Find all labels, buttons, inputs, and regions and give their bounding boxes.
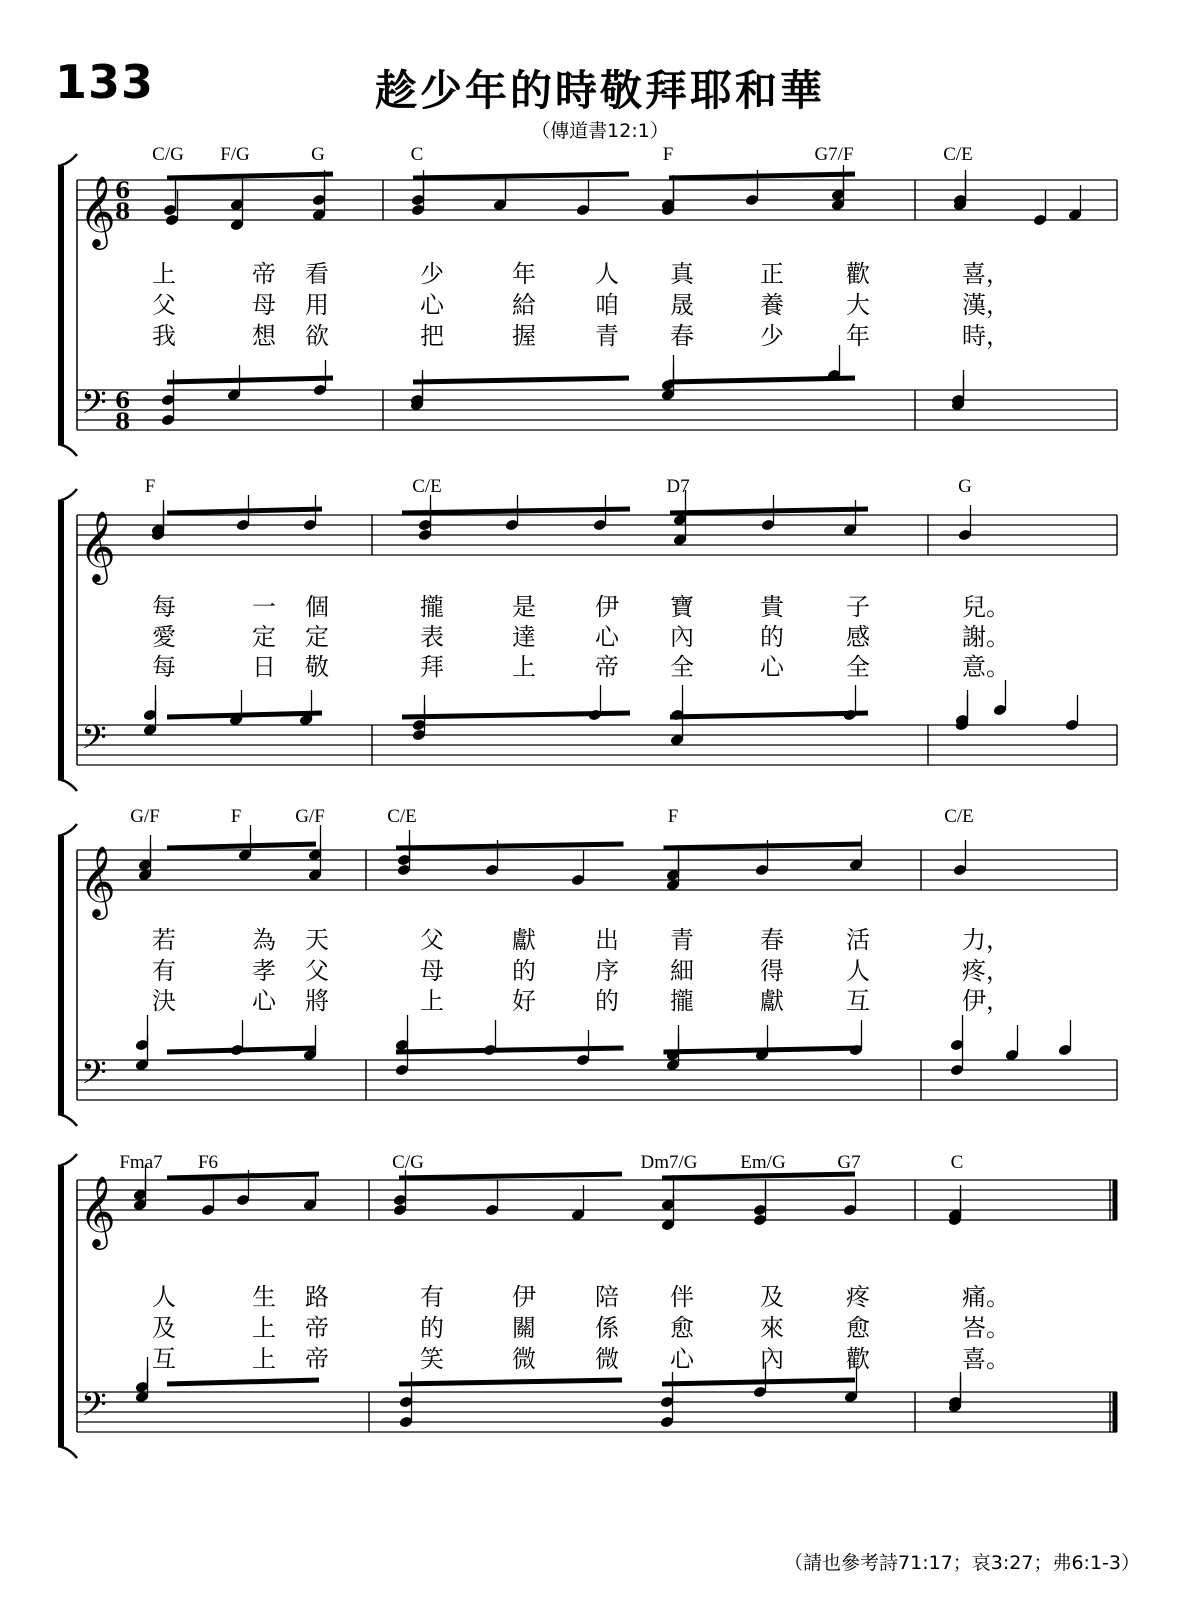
- bass-beam: [670, 713, 868, 717]
- lyric-syllable: 獻: [760, 987, 784, 1015]
- treble-beam: [167, 509, 322, 513]
- lyric-syllable: 來: [760, 1314, 784, 1342]
- treble-beam: [167, 844, 316, 848]
- lyric-syllable: 上: [252, 1314, 276, 1342]
- lyric-syllable: 上: [152, 260, 176, 288]
- lyric-syllable: 父: [152, 291, 176, 319]
- bracket-top-hook: [58, 154, 77, 166]
- bass-beam: [399, 1380, 622, 1384]
- lyric-syllable: 少: [760, 322, 784, 350]
- lyric-syllable: 的: [420, 1314, 444, 1342]
- chord-symbol: Fma7: [119, 1152, 163, 1173]
- chord-symbol: G7: [837, 1152, 861, 1173]
- lyric-syllable: 陪: [595, 1283, 619, 1311]
- scripture-reference: （傳道書12:1）: [531, 120, 669, 142]
- lyric-syllable: 兒。: [962, 593, 1010, 621]
- bracket-bottom-hook: [58, 779, 77, 791]
- bracket-bottom-hook: [58, 1114, 77, 1126]
- treble-clef-icon: 𝄞: [79, 509, 116, 582]
- lyric-syllable: 咱: [595, 291, 619, 319]
- treble-clef-icon: 𝄞: [79, 174, 116, 247]
- lyric-syllable: 及: [760, 1283, 784, 1311]
- lyric-syllable: 係: [595, 1314, 619, 1342]
- bass-clef-icon: 𝄢: [81, 384, 107, 430]
- chord-symbol: F: [667, 806, 679, 827]
- lyric-syllable: 帝: [305, 1314, 329, 1342]
- lyric-syllable: 出: [595, 926, 619, 954]
- chord-symbol: F: [662, 144, 674, 165]
- lyric-syllable: 用: [305, 291, 329, 319]
- lyric-syllable: 心: [420, 291, 444, 319]
- lyric-syllable: 日: [252, 653, 276, 681]
- lyric-syllable: 心: [760, 653, 784, 681]
- lyric-syllable: 力，: [962, 926, 1010, 954]
- treble-time-signature-top: 6: [115, 178, 131, 204]
- lyric-syllable: 把: [420, 322, 444, 350]
- lyric-syllable: 帝: [252, 260, 276, 288]
- lyric-syllable: 愈: [846, 1314, 870, 1342]
- lyric-syllable: 表: [420, 623, 444, 651]
- hymn-title: 趁少年的時敬拜耶和華: [374, 66, 825, 115]
- lyric-syllable: 攏: [670, 987, 694, 1015]
- hymn-number: 133: [55, 55, 155, 109]
- lyric-syllable: 微: [512, 1345, 536, 1373]
- lyric-syllable: 想: [252, 322, 276, 350]
- bass-time-signature-bottom: 8: [115, 409, 131, 435]
- lyric-syllable: 意。: [962, 653, 1010, 681]
- lyric-syllable: 有: [152, 957, 176, 985]
- lyric-syllable: 看: [305, 260, 329, 288]
- chord-symbol: G: [958, 476, 972, 497]
- lyric-syllable: 晟: [670, 291, 694, 319]
- bracket-top-hook: [58, 824, 77, 836]
- bracket-bottom-hook: [58, 444, 77, 456]
- lyric-syllable: 定: [305, 623, 329, 651]
- lyric-syllable: 喜，: [962, 260, 1010, 288]
- treble-beam: [402, 509, 630, 513]
- treble-beam: [670, 509, 868, 513]
- chord-symbol: C/G: [392, 1152, 424, 1173]
- chord-symbol: Em/G: [740, 1152, 786, 1173]
- bass-time-signature-top: 6: [115, 388, 131, 414]
- lyric-syllable: 內: [670, 623, 694, 651]
- lyric-syllable: 路: [305, 1283, 329, 1311]
- treble-beam: [669, 174, 855, 178]
- lyric-syllable: 心: [252, 987, 276, 1015]
- bass-clef-icon: 𝄢: [81, 1054, 107, 1100]
- lyric-syllable: 上: [252, 1345, 276, 1373]
- bass-clef-icon: 𝄢: [81, 1386, 107, 1432]
- lyric-syllable: 疼: [846, 1283, 870, 1311]
- lyric-syllable: 貴: [760, 593, 784, 621]
- bracket-top-hook: [58, 489, 77, 501]
- treble-clef-icon: 𝄞: [79, 1174, 116, 1247]
- lyric-syllable: 謝。: [962, 623, 1010, 651]
- bass-beam: [167, 1380, 319, 1384]
- lyric-syllable: 好: [512, 987, 536, 1015]
- lyric-syllable: 我: [152, 322, 176, 350]
- lyric-syllable: 握: [512, 322, 536, 350]
- lyric-syllable: 峇。: [962, 1314, 1010, 1342]
- lyric-syllable: 母: [420, 957, 444, 985]
- chord-symbol: C/E: [944, 806, 974, 827]
- lyric-syllable: 帝: [305, 1345, 329, 1373]
- lyric-syllable: 為: [252, 926, 276, 954]
- bass-beam: [167, 378, 333, 382]
- lyric-syllable: 帝: [595, 653, 619, 681]
- lyric-syllable: 伊: [595, 593, 619, 621]
- treble-beam: [662, 1174, 855, 1178]
- lyric-syllable: 生: [252, 1283, 276, 1311]
- lyric-syllable: 拜: [420, 653, 444, 681]
- bass-beam: [662, 1380, 855, 1384]
- lyric-syllable: 定: [252, 623, 276, 651]
- chord-symbol: D7: [666, 476, 690, 497]
- lyric-syllable: 少: [420, 260, 444, 288]
- treble-beam: [396, 844, 624, 848]
- lyric-syllable: 天: [305, 926, 329, 954]
- lyric-syllable: 笑: [420, 1345, 444, 1373]
- lyric-syllable: 歡: [846, 260, 870, 288]
- chord-symbol: C: [410, 144, 424, 165]
- lyric-syllable: 感: [846, 623, 870, 651]
- lyric-syllable: 年: [512, 260, 536, 288]
- lyric-syllable: 青: [595, 322, 619, 350]
- treble-beam: [399, 1174, 622, 1178]
- bracket-top-hook: [58, 1154, 77, 1166]
- lyric-syllable: 喜。: [962, 1345, 1010, 1373]
- bass-beam: [669, 378, 855, 382]
- bass-beam: [167, 1048, 316, 1052]
- lyric-syllable: 伴: [670, 1283, 694, 1311]
- lyric-syllable: 若: [152, 926, 176, 954]
- lyric-syllable: 疼，: [962, 957, 1010, 985]
- lyric-syllable: 漢，: [962, 291, 1010, 319]
- treble-clef-icon: 𝄞: [79, 844, 116, 917]
- chord-symbol: C: [950, 1152, 964, 1173]
- chord-symbol: C/G: [152, 144, 184, 165]
- lyric-syllable: 全: [846, 653, 870, 681]
- lyric-syllable: 春: [670, 322, 694, 350]
- chord-symbol: G: [311, 144, 325, 165]
- lyric-syllable: 真: [670, 260, 694, 288]
- lyric-syllable: 愈: [670, 1314, 694, 1342]
- bass-beam: [167, 713, 322, 717]
- lyric-syllable: 欲: [305, 322, 329, 350]
- chord-symbol: F/G: [220, 144, 250, 165]
- bass-beam: [396, 1048, 624, 1052]
- lyric-syllable: 伊: [512, 1283, 536, 1311]
- lyric-syllable: 人: [595, 260, 619, 288]
- lyric-syllable: 伊，: [962, 987, 1010, 1015]
- bass-beam: [413, 378, 629, 382]
- lyric-syllable: 心: [595, 623, 619, 651]
- lyric-syllable: 愛: [152, 623, 176, 651]
- lyric-syllable: 細: [670, 957, 694, 985]
- lyric-syllable: 寶: [670, 593, 694, 621]
- chord-symbol: G/F: [295, 806, 325, 827]
- lyric-syllable: 痛。: [962, 1283, 1010, 1311]
- lyric-syllable: 得: [760, 957, 784, 985]
- bracket-bottom-hook: [58, 1446, 77, 1458]
- lyric-syllable: 年: [846, 322, 870, 350]
- lyric-syllable: 將: [305, 987, 329, 1015]
- lyric-syllable: 全: [670, 653, 694, 681]
- lyric-syllable: 大: [846, 291, 870, 319]
- chord-symbol: C/E: [943, 144, 973, 165]
- treble-beam: [413, 174, 629, 178]
- chord-symbol: C/E: [387, 806, 417, 827]
- bass-staff: [77, 725, 1117, 765]
- lyric-syllable: 微: [595, 1345, 619, 1373]
- treble-beam: [167, 174, 333, 178]
- lyric-syllable: 每: [152, 653, 176, 681]
- chord-symbol: C/E: [412, 476, 442, 497]
- lyric-syllable: 的: [760, 623, 784, 651]
- chord-symbol: G7/F: [814, 144, 854, 165]
- lyric-syllable: 歡: [846, 1345, 870, 1373]
- lyric-syllable: 內: [760, 1345, 784, 1373]
- chord-symbol: Dm7/G: [640, 1152, 698, 1173]
- lyric-syllable: 春: [760, 926, 784, 954]
- lyric-syllable: 的: [512, 957, 536, 985]
- lyric-syllable: 人: [846, 957, 870, 985]
- lyric-syllable: 有: [420, 1283, 444, 1311]
- lyric-syllable: 序: [595, 957, 619, 985]
- lyric-syllable: 攏: [420, 593, 444, 621]
- lyric-syllable: 達: [512, 623, 536, 651]
- lyric-syllable: 人: [152, 1283, 176, 1311]
- lyric-syllable: 敬: [305, 653, 329, 681]
- lyric-syllable: 正: [760, 260, 784, 288]
- lyric-syllable: 時，: [962, 322, 1010, 350]
- bass-beam: [664, 1048, 862, 1052]
- lyric-syllable: 父: [420, 926, 444, 954]
- bass-clef-icon: 𝄢: [81, 719, 107, 765]
- chord-symbol: F: [144, 476, 156, 497]
- lyric-syllable: 每: [152, 593, 176, 621]
- chord-symbol: F: [230, 806, 242, 827]
- lyric-syllable: 上: [420, 987, 444, 1015]
- lyric-syllable: 獻: [512, 926, 536, 954]
- lyric-syllable: 上: [512, 653, 536, 681]
- lyric-syllable: 心: [670, 1345, 694, 1373]
- lyric-syllable: 孝: [252, 957, 276, 985]
- footer-references: （請也參考詩71:17；哀3:27；弗6:1-3）: [784, 1552, 1140, 1574]
- lyric-syllable: 及: [152, 1314, 176, 1342]
- treble-beam: [167, 1174, 319, 1178]
- treble-time-signature-bottom: 8: [115, 199, 131, 225]
- chord-symbol: G/F: [130, 806, 160, 827]
- lyric-syllable: 決: [152, 987, 176, 1015]
- lyric-syllable: 青: [670, 926, 694, 954]
- lyric-syllable: 給: [512, 291, 536, 319]
- treble-beam: [664, 844, 862, 848]
- lyric-syllable: 父: [305, 957, 329, 985]
- lyric-syllable: 養: [760, 291, 784, 319]
- lyric-syllable: 活: [846, 926, 870, 954]
- lyric-syllable: 是: [512, 593, 536, 621]
- lyric-syllable: 互: [846, 987, 870, 1015]
- chord-symbol: F6: [197, 1152, 219, 1173]
- lyric-syllable: 關: [512, 1314, 536, 1342]
- lyric-syllable: 互: [152, 1345, 176, 1373]
- lyric-syllable: 母: [252, 291, 276, 319]
- lyric-syllable: 一: [252, 593, 276, 621]
- lyric-syllable: 的: [595, 987, 619, 1015]
- lyric-syllable: 子: [846, 593, 870, 621]
- lyric-syllable: 個: [305, 593, 329, 621]
